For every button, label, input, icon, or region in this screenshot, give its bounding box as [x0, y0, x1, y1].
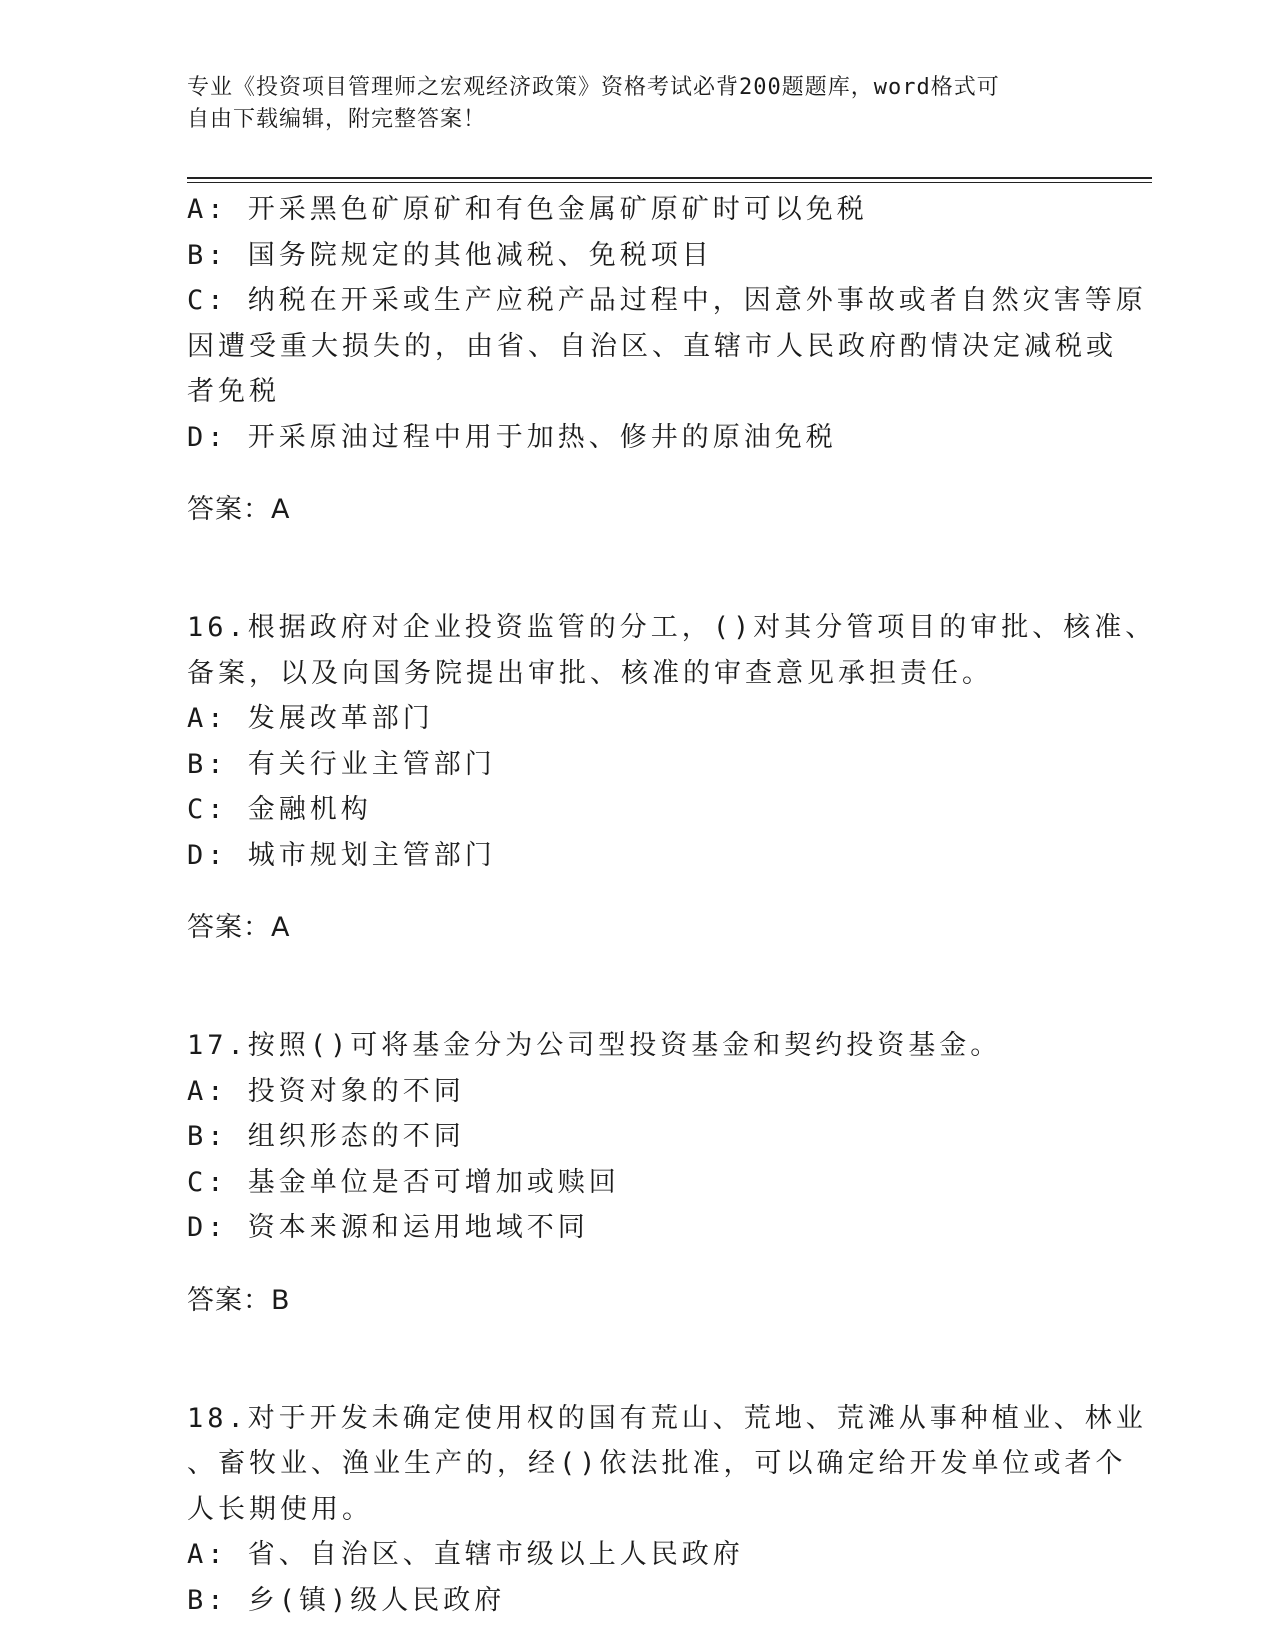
question-list [187, 187, 1157, 1623]
question-18 [187, 1396, 1147, 1624]
option-a: A: 开采黑色矿原矿和有色金属矿原矿时可以免税 [187, 194, 868, 225]
question-stem-line-3: 人长期使用。 [187, 1493, 373, 1525]
document-header [187, 72, 1067, 136]
option-d: D: 资本来源和运用地域不同 [187, 1212, 589, 1243]
option-a: A: 发展改革部门 [187, 703, 434, 734]
question-spacer [187, 560, 1087, 606]
option-d: D: 开采原油过程中用于加热、修井的原油免税 [187, 421, 837, 453]
question-stem-line-2: 、畜牧业、渔业生产的，经()依法批准，可以确定给开发单位或者个 [187, 1448, 1127, 1479]
question-stem-line-1: 16.根据政府对企业投资监管的分工，()对其分管项目的审批、核准、 [187, 612, 1157, 643]
option-a: A: 省、自治区、直辖市级以上人民政府 [187, 1539, 744, 1570]
option-c: C: 基金单位是否可增加或赎回 [187, 1166, 620, 1198]
option-c-line-2: 因遭受重大损失的，由省、自治区、直辖市人民政府酌情决定减税或 [187, 330, 1117, 362]
option-c: C: 金融机构 [187, 794, 372, 825]
question-spacer [187, 1350, 1087, 1396]
option-c-line-1: C: 纳税在开采或生产应税产品过程中，因意外事故或者自然灾害等原 [187, 285, 1147, 316]
header-divider-thick [187, 177, 1152, 179]
option-b: B: 组织形态的不同 [187, 1121, 465, 1152]
option-b: B: 国务院规定的其他减税、免税项目 [187, 239, 713, 271]
question-15-continued [187, 187, 1147, 533]
question-stem-line-1: 18.对于开发未确定使用权的国有荒山、荒地、荒滩从事种植业、林业 [187, 1402, 1147, 1434]
question-16 [187, 605, 1157, 951]
option-b: B: 乡(镇)级人民政府 [187, 1584, 506, 1616]
question-stem-line-2: 备案，以及向国务院提出审批、核准的审查意见承担责任。 [187, 657, 993, 689]
header-line-1: 专业《投资项目管理师之宏观经济政策》资格考试必背200题题库，word格式可 [187, 75, 1000, 100]
option-c-line-3: 者免税 [187, 376, 280, 407]
question-spacer [187, 978, 1087, 1024]
question-17 [187, 1023, 1087, 1323]
answer: 答案：B [187, 1284, 291, 1316]
option-a: A: 投资对象的不同 [187, 1075, 465, 1107]
header-divider-thin [187, 182, 1152, 183]
answer: 答案：A [187, 494, 291, 525]
header-line-2: 自由下载编辑，附完整答案！ [187, 107, 487, 132]
option-d: D: 城市规划主管部门 [187, 839, 496, 871]
option-b: B: 有关行业主管部门 [187, 748, 496, 780]
answer: 答案：A [187, 912, 291, 943]
question-stem-line-1: 17.按照()可将基金分为公司型投资基金和契约投资基金。 [187, 1030, 1002, 1061]
